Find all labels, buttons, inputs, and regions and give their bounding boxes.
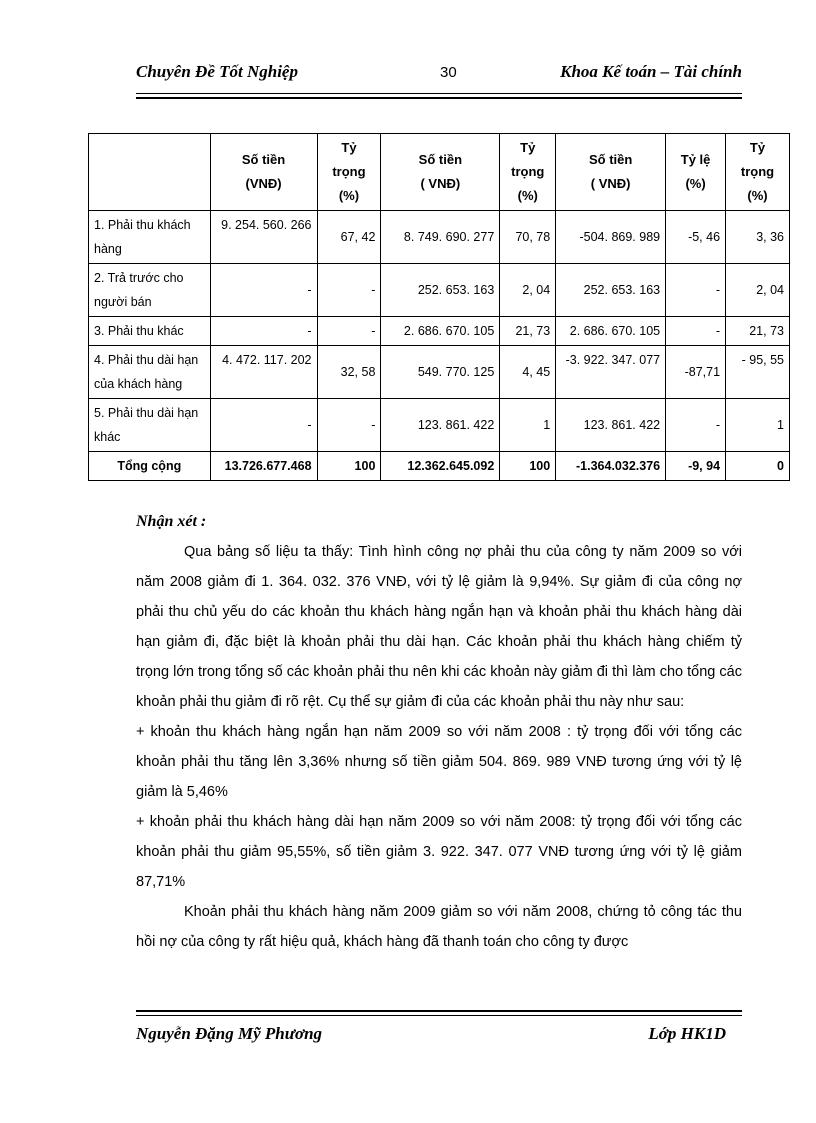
table-header-cell: Tỷ trọng (%) [500, 134, 556, 211]
page-header [136, 62, 742, 86]
row-label: 5. Phải thu dài hạn khác [89, 399, 211, 452]
table-cell: -504. 869. 989 [556, 211, 666, 264]
header-rule-top [136, 93, 742, 94]
table-total-row [89, 452, 790, 481]
total-cell: 100 [500, 452, 556, 481]
table-cell: 252. 653. 163 [556, 264, 666, 317]
table-cell: 70, 78 [500, 211, 556, 264]
table-header-cell: Số tiền (VNĐ) [210, 134, 317, 211]
table-header-cell: Tỷ lệ (%) [666, 134, 726, 211]
table-cell: - [210, 399, 317, 452]
table-cell: -3. 922. 347. 077 [556, 346, 666, 399]
row-label: 4. Phải thu dài hạn của khách hàng [89, 346, 211, 399]
table-cell: - 95, 55 [726, 346, 790, 399]
table-cell: 252. 653. 163 [381, 264, 500, 317]
table-cell: 67, 42 [317, 211, 381, 264]
header-title: Chuyên Đề Tốt Nghiệp [136, 62, 298, 81]
table-cell: 8. 749. 690. 277 [381, 211, 500, 264]
table-row [89, 346, 790, 399]
footer-author: Nguyễn Đặng Mỹ Phương [136, 1024, 323, 1043]
total-label: Tổng cộng [89, 452, 211, 481]
table-header-cell [89, 134, 211, 211]
table-cell: 1 [500, 399, 556, 452]
table-cell: -5, 46 [666, 211, 726, 264]
row-label: 3. Phải thu khác [89, 317, 211, 346]
page-number: 30 [440, 64, 457, 81]
receivables-table [88, 133, 790, 481]
table-cell: - [210, 264, 317, 317]
footer-rule-top [136, 1010, 742, 1012]
table-cell: - [317, 317, 381, 346]
table-cell: 123. 861. 422 [381, 399, 500, 452]
table-row [89, 211, 790, 264]
table-cell: 2. 686. 670. 105 [556, 317, 666, 346]
total-cell: 12.362.645.092 [381, 452, 500, 481]
table-cell: -87,71 [666, 346, 726, 399]
table-cell: 21, 73 [500, 317, 556, 346]
table-cell: 32, 58 [317, 346, 381, 399]
table-header-cell: Số tiền ( VNĐ) [381, 134, 500, 211]
table-cell: - [317, 264, 381, 317]
table-header-row [89, 134, 790, 211]
section-heading: Nhận xét : [136, 513, 207, 530]
header-department: Khoa Kế toán – Tài chính [560, 62, 742, 81]
table-header-cell: Tỷ trọng (%) [317, 134, 381, 211]
paragraph: + khoản phải thu khách hàng dài hạn năm 2009 so với năm 2008: tỷ trọng đối với tổng các khoản phải thu giảm 95,55%, số tiền giảm 3. 922. 347. 077 VNĐ tương ứng với tỷ lệ giảm 87,71% [136, 814, 742, 890]
paragraph: Qua bảng số liệu ta thấy: Tình hình công nợ phải thu của công ty năm 2009 so với năm 2008 giảm đi 1. 364. 032. 376 VNĐ, với tỷ lệ giảm là 9,94%. Sự giảm đi của công nợ phải thu chủ yếu do các khoản thu khách hàng ngắn hạn và khoản phải thu khách hàng dài hạn giảm đi, đặc biệt là khoản phải thu dài hạn. Các khoản phải thu khách hàng chiếm tỷ trọng lớn trong tổng số các khoản phải thu nên khi các khoản này giảm đi thì làm cho tổng các khoản phải thu giảm đi rõ rệt. Cụ thể sự giảm đi của các khoản phải thu này như sau: [136, 544, 742, 710]
body-text [136, 507, 742, 957]
table-cell: - [666, 399, 726, 452]
table-cell: - [666, 264, 726, 317]
paragraph: Khoản phải thu khách hàng năm 2009 giảm so với năm 2008, chứng tỏ công tác thu hồi nợ của công ty rất hiệu quả, khách hàng đã thanh toán cho công ty được [136, 904, 742, 950]
table-cell: 2. 686. 670. 105 [381, 317, 500, 346]
table-cell: 4. 472. 117. 202 [210, 346, 317, 399]
total-cell: -1.364.032.376 [556, 452, 666, 481]
footer-rule-bottom [136, 1015, 742, 1016]
table-row [89, 317, 790, 346]
table-cell: - [666, 317, 726, 346]
row-label: 2. Trả trước cho người bán [89, 264, 211, 317]
table-cell: 2, 04 [500, 264, 556, 317]
total-cell: -9, 94 [666, 452, 726, 481]
table-cell: 2, 04 [726, 264, 790, 317]
total-cell: 100 [317, 452, 381, 481]
paragraph: + khoản thu khách hàng ngắn hạn năm 2009 so với năm 2008 : tỷ trọng đối với tổng các khoản phải thu tăng lên 3,36% nhưng số tiền giảm 504. 869. 989 VNĐ tương ứng với tỷ lệ giảm là 5,46% [136, 724, 742, 800]
row-label: 1. Phải thu khách hàng [89, 211, 211, 264]
page-footer [136, 1024, 742, 1048]
table-cell: 4, 45 [500, 346, 556, 399]
table-row [89, 264, 790, 317]
table-cell: 9. 254. 560. 266 [210, 211, 317, 264]
total-cell: 13.726.677.468 [210, 452, 317, 481]
table-cell: 123. 861. 422 [556, 399, 666, 452]
table-header-cell: Tỷ trọng (%) [726, 134, 790, 211]
table-row [89, 399, 790, 452]
footer-class: Lớp HK1D [648, 1024, 726, 1043]
table-cell: 21, 73 [726, 317, 790, 346]
table-header-cell: Số tiền ( VNĐ) [556, 134, 666, 211]
total-cell: 0 [726, 452, 790, 481]
table-cell: - [210, 317, 317, 346]
table-cell: 1 [726, 399, 790, 452]
table-cell: 549. 770. 125 [381, 346, 500, 399]
header-rule-bottom [136, 97, 742, 99]
table-cell: - [317, 399, 381, 452]
table-cell: 3, 36 [726, 211, 790, 264]
